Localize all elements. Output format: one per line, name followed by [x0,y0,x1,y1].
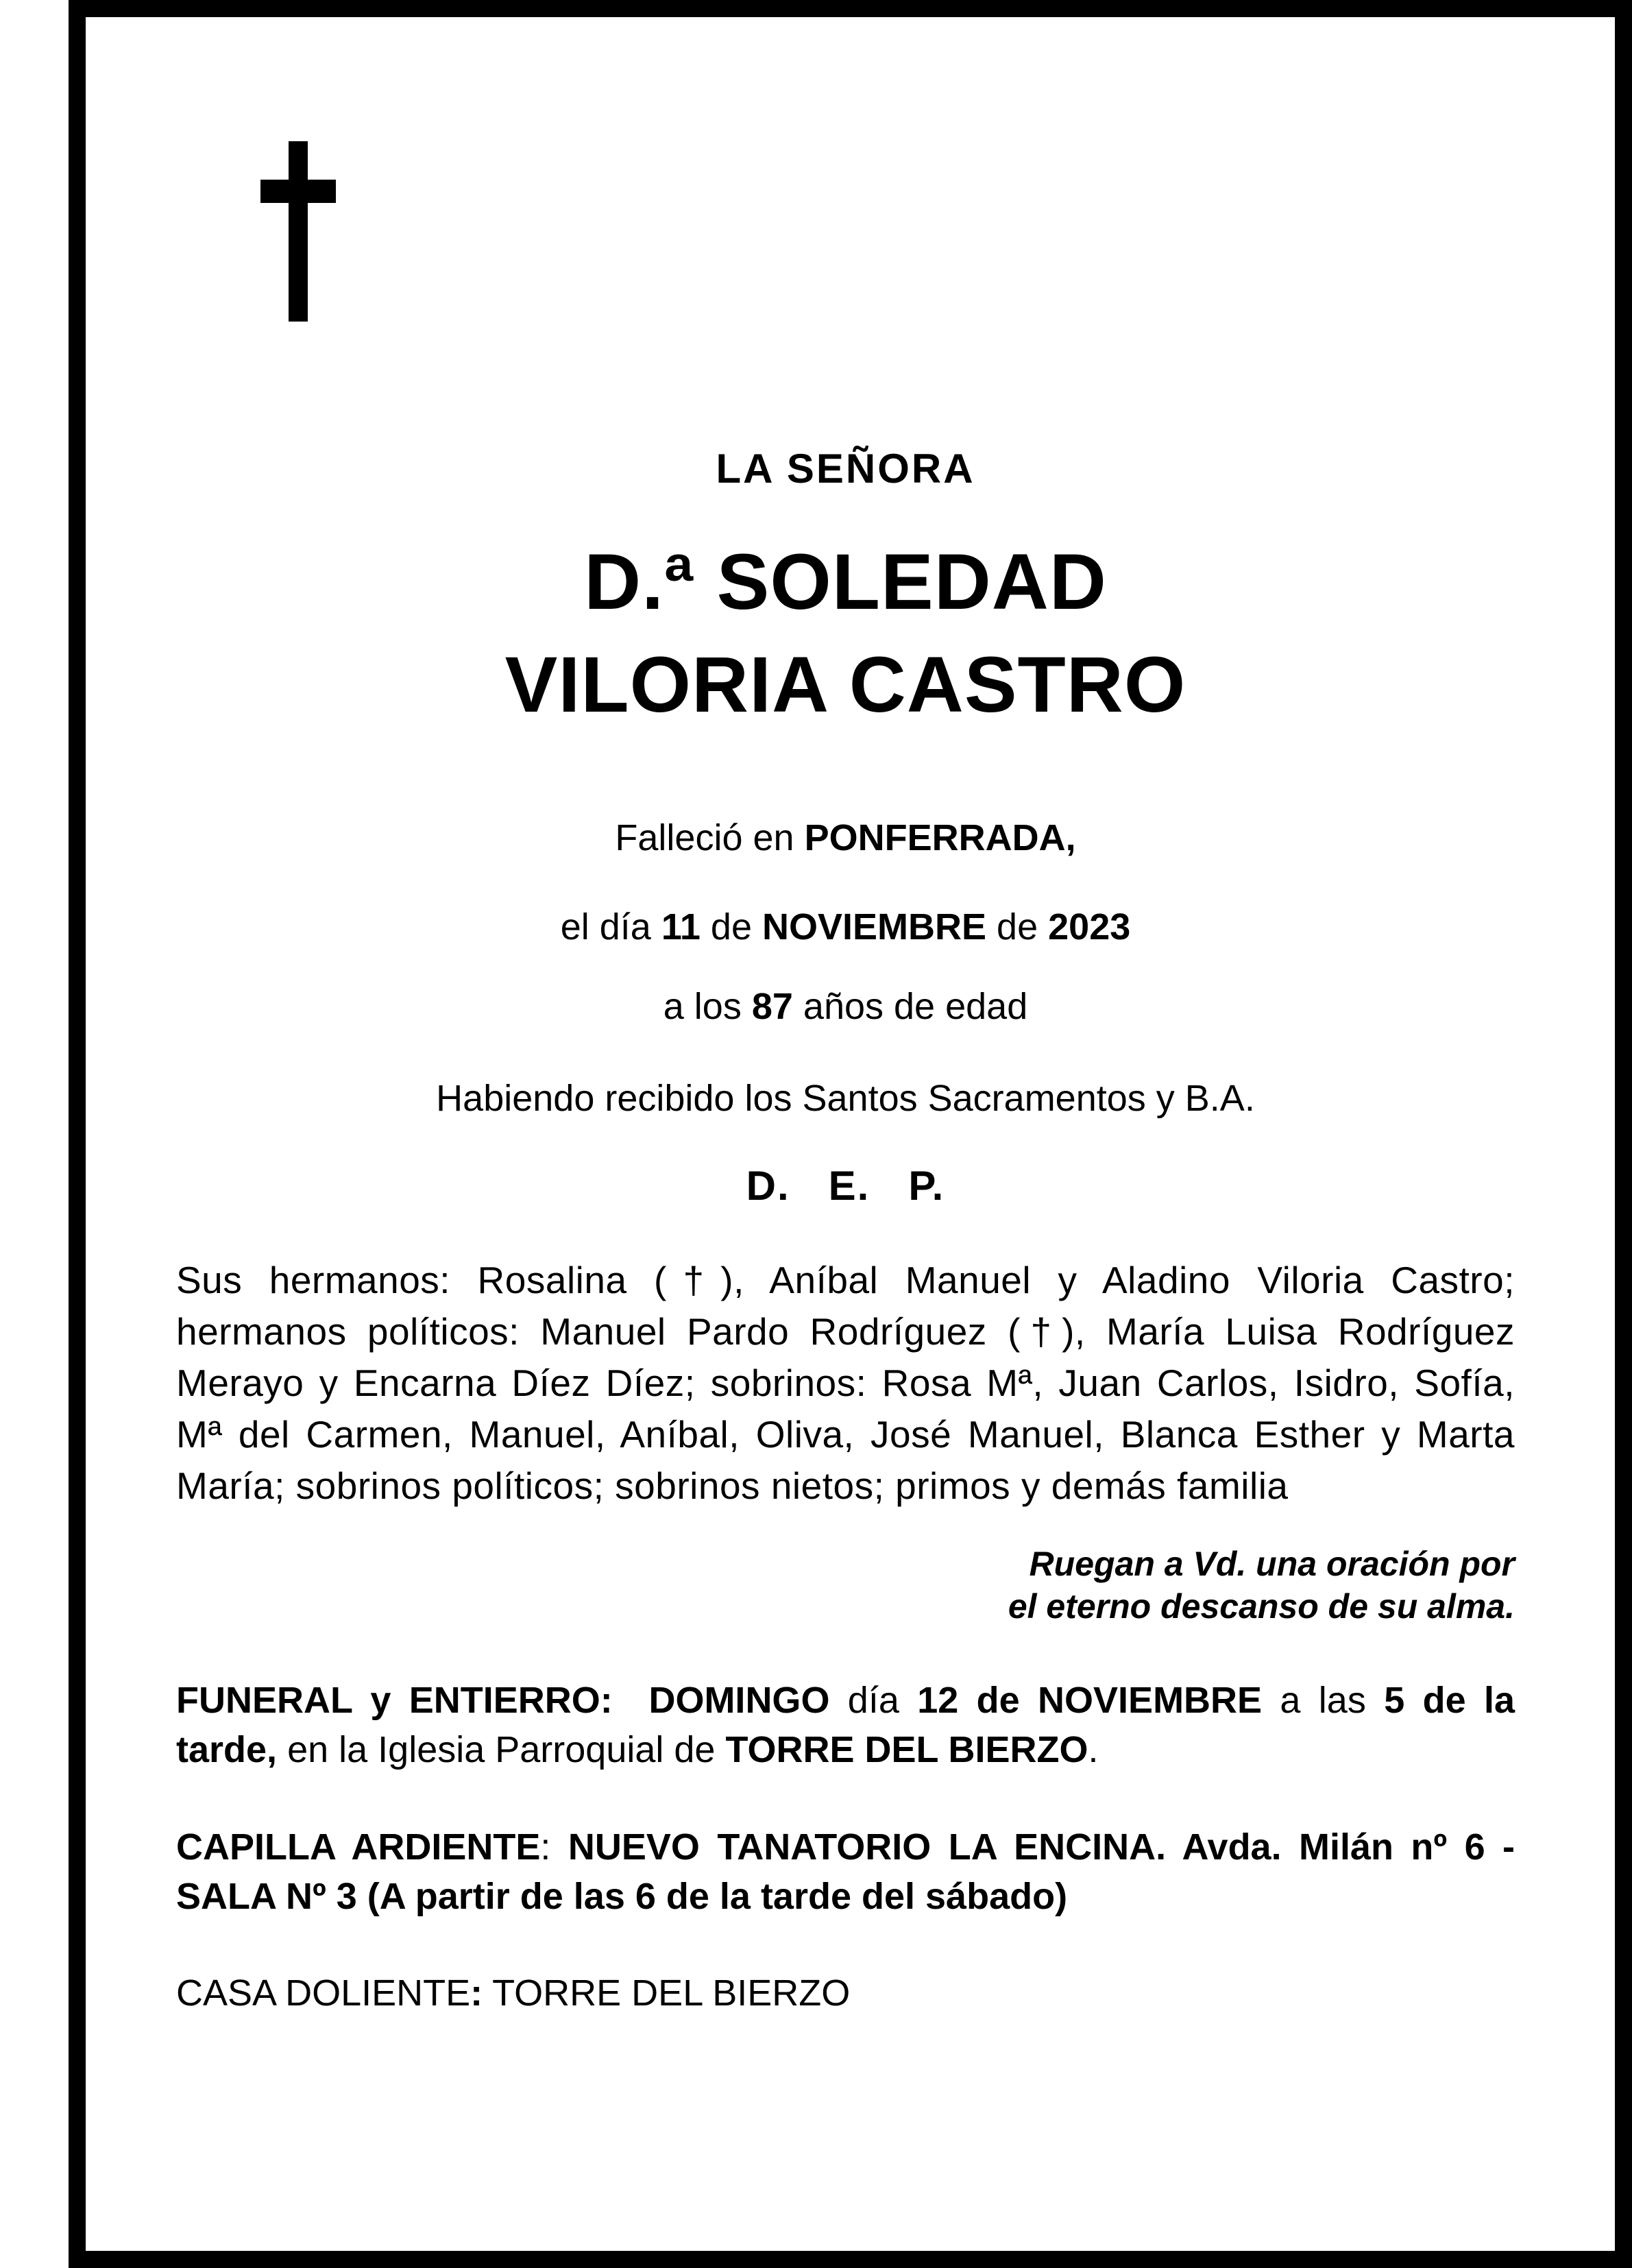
death-age-number: 87 [751,986,793,1027]
cross-icon [260,141,336,322]
death-date-sep-1: de [700,906,762,948]
funeral-period: . [1088,1729,1099,1770]
black-border-frame [69,0,1632,2268]
petition-line-2: el eterno descanso de su alma. [1008,1587,1515,1626]
petition-block [176,1543,1515,1628]
funeral-paragraph [176,1676,1526,1774]
death-date-sep-2: de [986,906,1049,948]
dep-line: D. E. P. [746,1163,945,1209]
mourning-house-colon: : [470,1973,483,2014]
pre-title: LA SEÑORA [716,446,975,492]
mourning-house-line [176,1970,1515,2016]
cross-bar [260,180,336,203]
notice-content [176,17,1526,2016]
funeral-place: TORRE DEL BIERZO [725,1729,1088,1770]
sacraments-line: Habiendo recibido los Santos Sacramentos y B.A. [436,1078,1255,1119]
death-date-month: NOVIEMBRE [762,906,987,948]
death-age-line [176,984,1515,1029]
chapel-paragraph [176,1822,1526,1921]
chapel-colon: : [540,1826,551,1868]
funeral-date: 12 de NOVIEMBRE [917,1680,1263,1721]
petition-line-1: Ruegan a Vd. una oración por [1029,1545,1515,1583]
death-place-prefix: Falleció en [615,817,805,858]
death-place-city: PONFERRADA, [804,817,1076,858]
funeral-place-prefix: en la Iglesia Parroquial de [277,1729,726,1770]
death-date-prefix: el día [560,906,661,948]
death-place-line [176,815,1515,860]
deceased-name-line-2: VILORIA CASTRO [504,641,1186,729]
family-paragraph: Sus hermanos: Rosalina (†), Aníbal Manuel y Aladino Viloria Castro; hermanos políticos: Manuel Pardo Rodríguez (†), María Luisa Rodríguez Merayo y Encarna Díez Díez; sobrinos: Rosa Mª, Juan Carlos, Isidro, Sofía, Mª del Carmen, Manuel, Aníbal, Oliva, José Manuel, Blanca Esther y Marta María; sobrinos políticos; sobrinos nietos; primos y demás familia [176,1259,1526,1507]
cross-stem [289,141,308,322]
chapel-heading: CAPILLA ARDIENTE [176,1826,541,1868]
funeral-sep-1: día [829,1680,918,1721]
death-date-day: 11 [661,906,701,948]
death-age-prefix: a los [663,986,752,1027]
deceased-name-line-1: D.ª SOLEDAD [584,538,1107,626]
death-date-line [176,904,1515,950]
funeral-sep-2: a las [1262,1680,1385,1721]
death-date-year: 2023 [1048,906,1131,948]
mourning-house-heading: CASA DOLIENTE [176,1973,471,2014]
mourning-house-place: TORRE DEL BIERZO [483,1973,851,2014]
deceased-name [176,531,1515,736]
funeral-heading: FUNERAL y ENTIERRO: DOMINGO [176,1680,830,1721]
death-age-suffix: años de edad [792,986,1028,1027]
funeral-time: 5 de la tarde, [176,1680,1526,1770]
chapel-details: NUEVO TANATORIO LA ENCINA. Avda. Milán nº 6 - SALA Nº 3 (A partir de las 6 de la tarde del sábado) [176,1826,1526,1917]
